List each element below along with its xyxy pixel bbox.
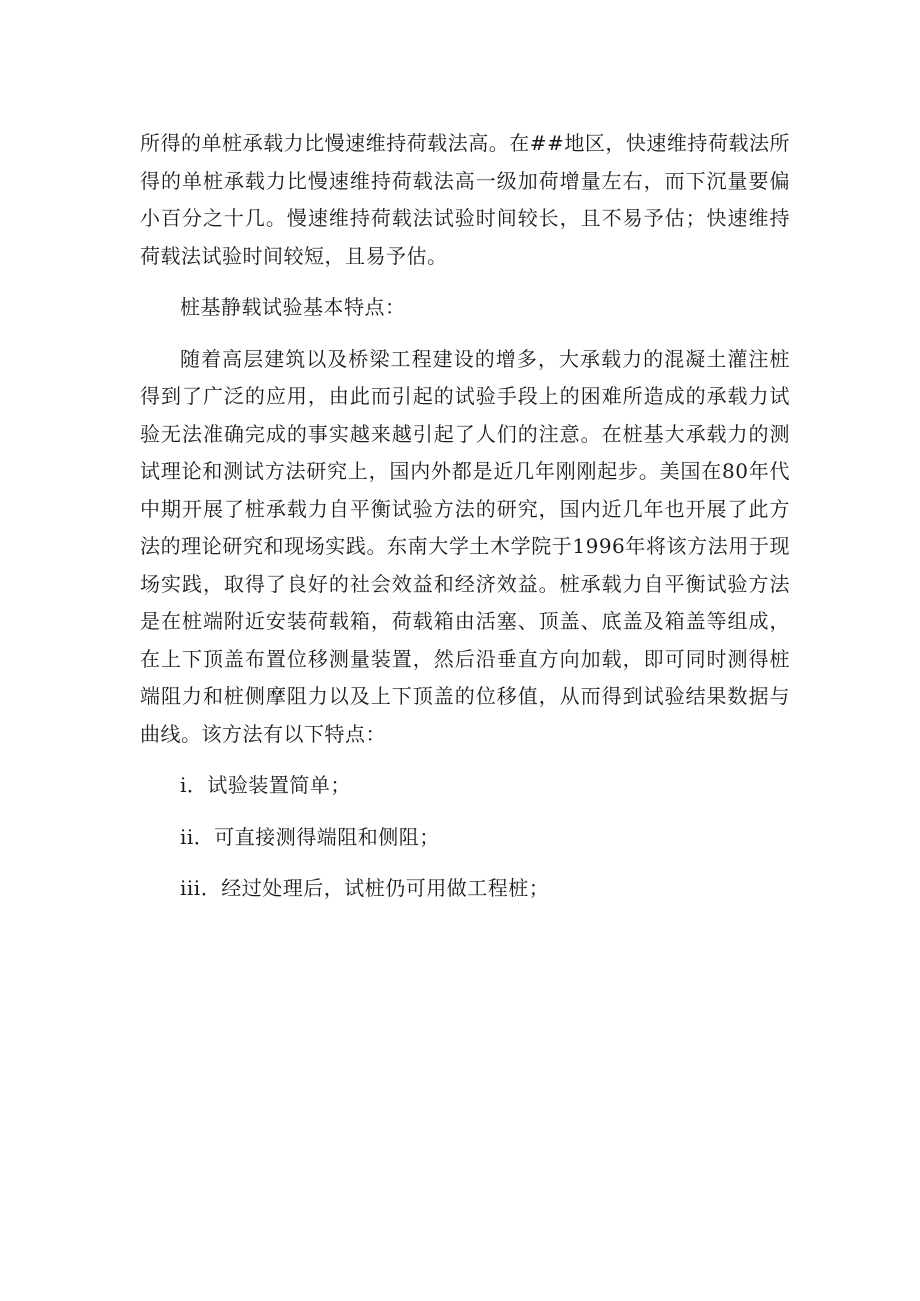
paragraph-gap: [140, 856, 790, 870]
document-body: [140, 125, 790, 908]
paragraph-gap: [140, 275, 790, 289]
paragraph-gap: [140, 753, 790, 767]
paragraph-gap: [140, 805, 790, 819]
section-heading: 桩基静载试验基本特点：: [180, 295, 406, 319]
paragraph-continuation: 所得的单桩承载力比慢速维持荷载法高。在##地区，快速维持荷载法所得的单桩承载力比慢速维持荷载法高一级加荷增量左右，而下沉量要偏小百分之十几。慢速维持荷载法试验时间较长，且不易予估；快速维持荷载法试验时间较短，且易予估。: [140, 131, 790, 268]
list-item: ii．可直接测得端阻和侧阻；: [180, 824, 440, 849]
list-item: i．试验装置简单；: [180, 773, 351, 797]
paragraph-gap: [140, 327, 790, 341]
paragraph-body: 随着高层建筑以及桥梁工程建设的增多，大承载力的混凝土灌注桩得到了广泛的应用，由此而引起的试验手段上的困难所造成的承载力试验无法准确完成的事实越来越引起了人们的注意。在桩基大承载力的测试理论和测试方法研究上，国内外都是近几年刚刚起步。美国在80年代中期开展了桩承载力自平衡试验方法的研究，国内近几年也开展了此方法的理论研究和现场实践。东南大学土木学院于1996年将该方法用于现场实践，取得了良好的社会效益和经济效益。桩承载力自平衡试验方法是在桩端附近安装荷载箱，荷载箱由活塞、顶盖、底盖及箱盖等组成，在上下顶盖布置位移测量装置，然后沿垂直方向加载，即可同时测得桩端阻力和桩侧摩阻力以及上下顶盖的位移值，从而得到试验结果数据与曲线。该方法有以下特点：: [140, 346, 790, 746]
list-item: iii．经过处理后，试桩仍可用做工程桩；: [180, 876, 550, 900]
